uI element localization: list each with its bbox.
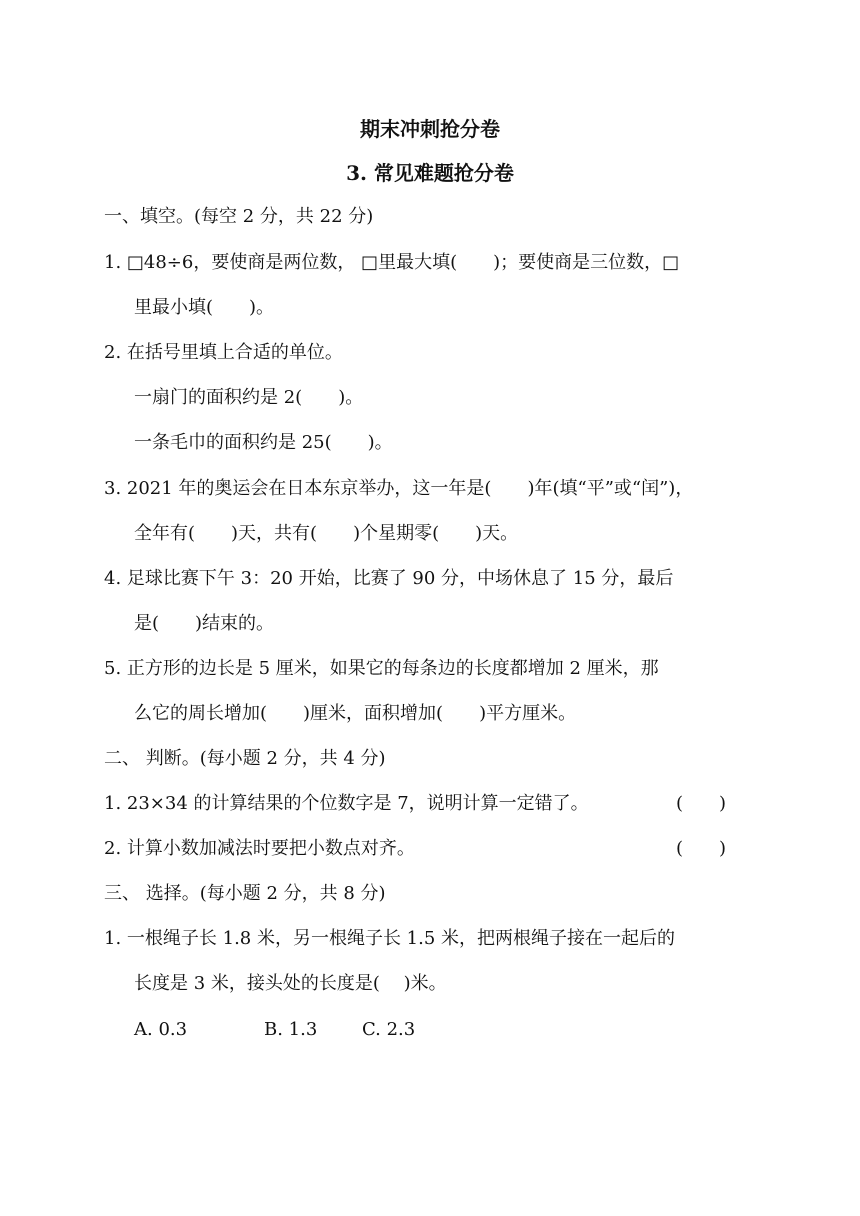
page-subtitle: 3. 常见难题抢分卷 xyxy=(346,161,514,185)
s1-q5-line2: 么它的周长增加( )厘米，面积增加( )平方厘米。 xyxy=(134,703,577,724)
option-b: B. 1.3 xyxy=(264,1019,318,1040)
s1-q2-line1: 2. 在括号里填上合适的单位。 xyxy=(104,342,343,363)
s3-q1-line2: 长度是 3 米，接头处的长度是( )米。 xyxy=(134,973,447,994)
s2-q1-answer-paren: ( ) xyxy=(676,793,727,814)
s1-q2-line3: 一条毛巾的面积约是 25( )。 xyxy=(134,432,393,453)
option-a: A. 0.3 xyxy=(134,1019,188,1040)
s2-q1: 1. 23×34 的计算结果的个位数字是 7，说明计算一定错了。 xyxy=(104,793,589,814)
page-title: 期末冲刺抢分卷 xyxy=(360,117,500,141)
section1-heading: 一、填空。(每空 2 分，共 22 分) xyxy=(104,206,374,227)
s2-q2: 2. 计算小数加减法时要把小数点对齐。 xyxy=(104,838,415,859)
s1-q1-line1: 1. □48÷6，要使商是两位数， □里最大填( )；要使商是三位数，□ xyxy=(104,252,680,273)
s1-q1-line2: 里最小填( )。 xyxy=(134,297,275,318)
section3-heading: 三、 选择。(每小题 2 分，共 8 分) xyxy=(104,883,386,904)
s1-q4-line1: 4. 足球比赛下午 3：20 开始，比赛了 90 分，中场休息了 15 分，最后 xyxy=(104,568,674,589)
s1-q5-line1: 5. 正方形的边长是 5 厘米，如果它的每条边的长度都增加 2 厘米，那 xyxy=(104,658,659,679)
section2-heading: 二、 判断。(每小题 2 分，共 4 分) xyxy=(104,748,386,769)
s1-q2-line2: 一扇门的面积约是 2( )。 xyxy=(134,387,364,408)
option-c: C. 2.3 xyxy=(362,1019,416,1040)
s1-q3-line1: 3. 2021 年的奥运会在日本东京举办，这一年是( )年(填“平”或“闰”)， xyxy=(104,478,694,499)
s2-q2-answer-paren: ( ) xyxy=(676,838,727,859)
s1-q3-line2: 全年有( )天，共有( )个星期零( )天。 xyxy=(134,523,519,544)
s1-q4-line2: 是( )结束的。 xyxy=(134,613,275,634)
s3-q1-line1: 1. 一根绳子长 1.8 米，另一根绳子长 1.5 米，把两根绳子接在一起后的 xyxy=(104,928,676,949)
